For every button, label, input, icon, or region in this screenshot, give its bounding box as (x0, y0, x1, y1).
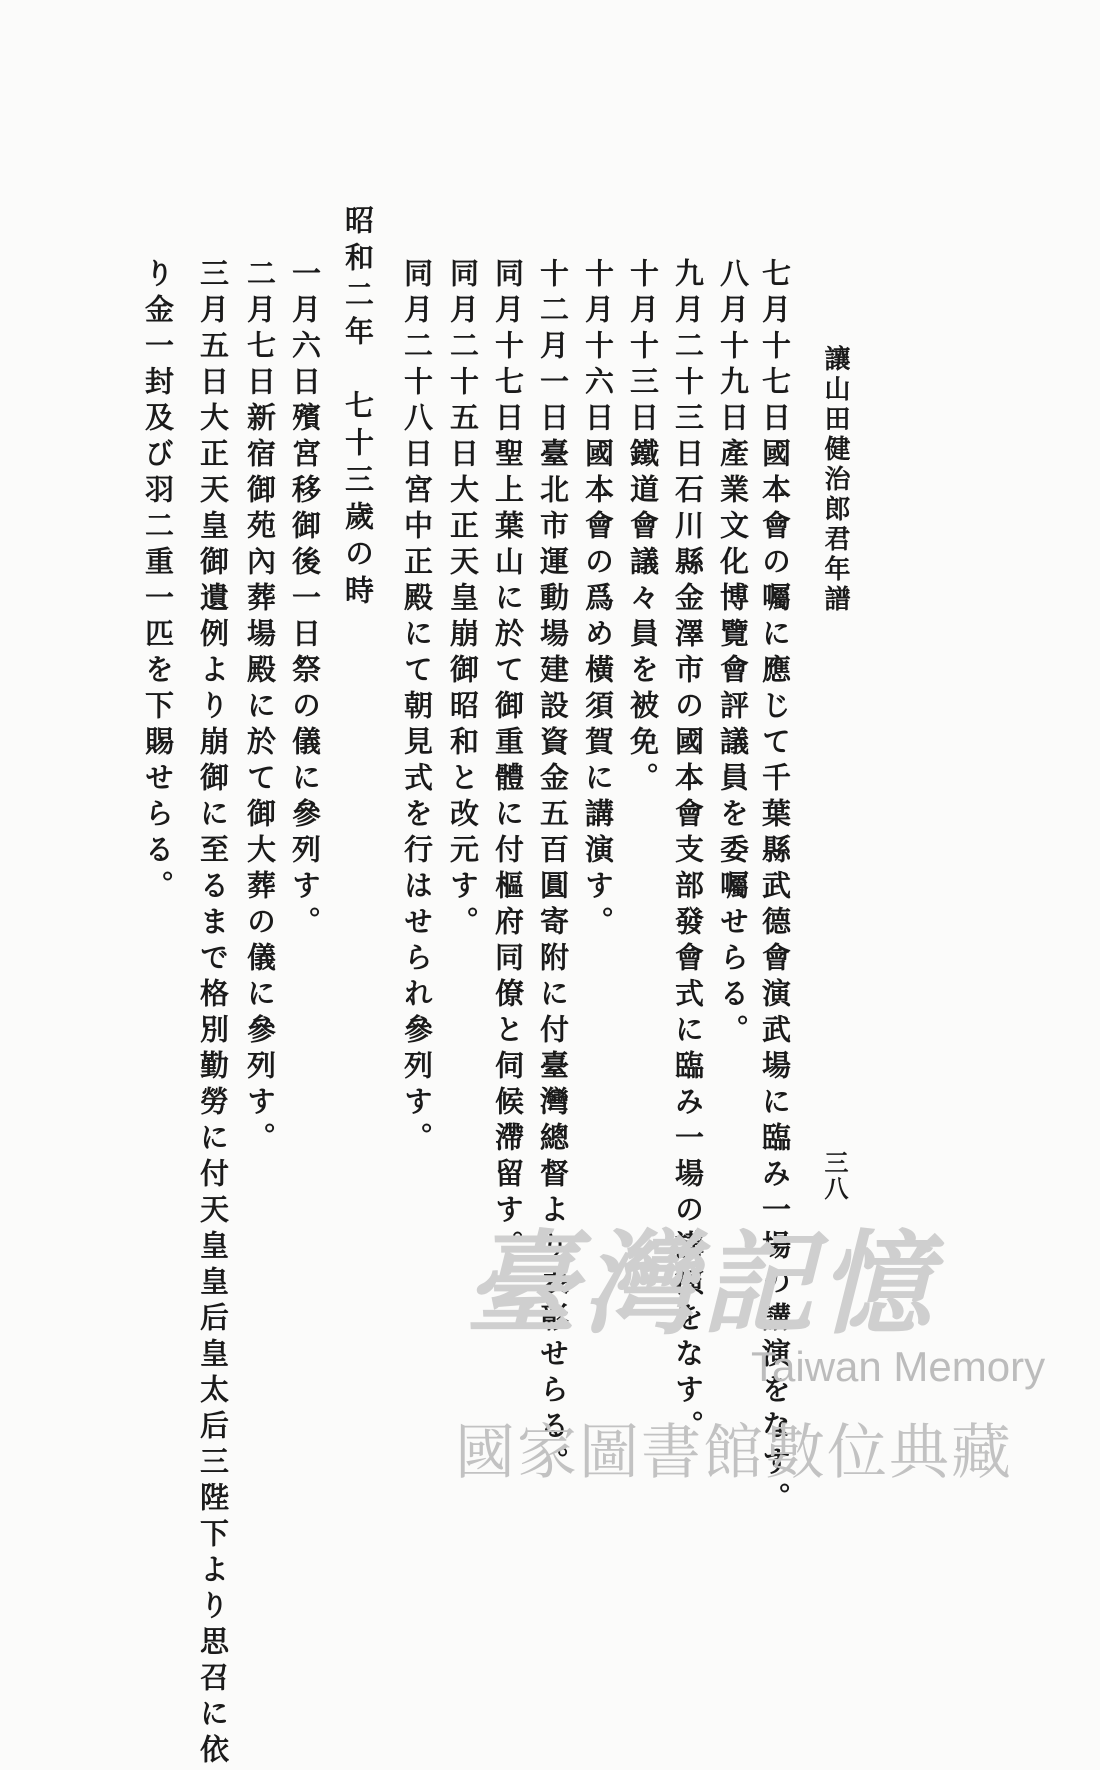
watermark-library: 國家圖書館數位典藏 (455, 1418, 1013, 1488)
entry-december-25: 同月二十五日大正天皇崩御昭和と改元す。 (446, 258, 480, 942)
entry-december-1: 十二月一日臺北市運動場建設資金五百圓寄附に付臺灣總督より表彰せらる。 (536, 258, 570, 1482)
watermark-english: Taiwan Memory (751, 1343, 1046, 1390)
page-number: 三八 (820, 1150, 849, 1202)
entry-january-6: 一月六日殯宮移御後一日祭の儀に參列す。 (288, 258, 322, 942)
entry-march-5: 三月五日大正天皇御遺例より崩御に至るまで格別勤勞に付天皇皇后皇太后三陛下より思召に依 (196, 258, 230, 1770)
era-heading: 昭和二年 七十三歲の時 (341, 205, 375, 612)
entry-july-17: 七月十七日國本會の囑に應じて千葉縣武德會演武場に臨み一場の講演をなす。 (758, 258, 792, 1518)
entry-september-23: 九月二十三日石川縣金澤市の國本會支部發會式に臨み一場の講演をなす。 (671, 258, 705, 1446)
entry-december-28: 同月二十八日宮中正殿にて朝見式を行はせられ參列す。 (400, 258, 434, 1158)
entry-october-13: 十月十三日鐵道會議々員を被免。 (626, 258, 660, 798)
entry-march-5-continued: り金一封及び羽二重一匹を下賜せらる。 (141, 258, 175, 906)
entry-december-17: 同月十七日聖上葉山に於て御重體に付樞府同僚と伺候滯留す。 (491, 258, 525, 1266)
entry-february-7: 二月七日新宿御苑內葬場殿に於て御大葬の儀に參列す。 (243, 258, 277, 1158)
running-title: 讓山田健治郎君年譜 (820, 345, 850, 615)
watermark-chinese: 臺灣記憶 (465, 1219, 937, 1350)
entry-august-19: 八月十九日產業文化博覽會評議員を委囑せらる。 (716, 258, 750, 1050)
entry-october-16: 十月十六日國本會の爲め橫須賀に講演す。 (581, 258, 615, 942)
